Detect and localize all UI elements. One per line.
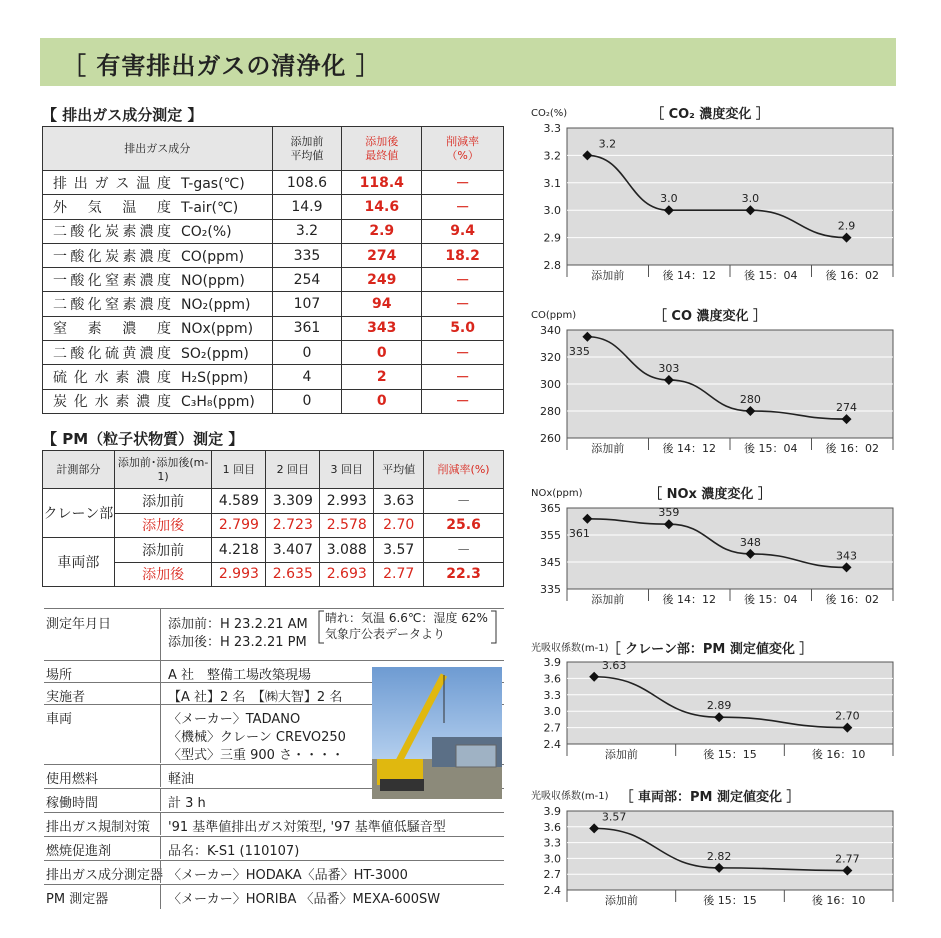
pm-condition: 添加前 <box>114 489 212 514</box>
y-tick-label: 2.4 <box>543 884 561 897</box>
gas-label: 排出ガス温度 <box>53 175 171 192</box>
y-axis-label: NOx(ppm) <box>531 488 583 499</box>
data-label: 2.9 <box>837 219 856 233</box>
pm-rate: 22.3 <box>424 562 504 587</box>
gas-before: 0 <box>272 341 342 365</box>
gas-label: 一酸化窒素濃度 <box>53 272 171 289</box>
weather-line-2: 気象庁公表データより <box>325 627 446 641</box>
gas-before: 14.9 <box>272 195 342 219</box>
y-tick-label: 2.9 <box>543 231 561 245</box>
pm-average: 2.77 <box>374 562 424 587</box>
gas-rate: － <box>422 341 504 365</box>
data-label: 2.70 <box>835 709 860 723</box>
x-tick-label: 後 16：02 <box>825 593 879 606</box>
gas-after: 118.4 <box>342 171 422 195</box>
data-label: 361 <box>568 526 590 540</box>
gas-label: 窒素濃度 <box>53 321 171 338</box>
gas-label: 二酸化炭素濃度 <box>53 224 171 241</box>
gas-before: 107 <box>272 292 342 316</box>
gas-before: 335 <box>272 243 342 267</box>
gas-before: 108.6 <box>272 171 342 195</box>
pm-value-3: 2.693 <box>320 562 374 587</box>
x-tick-label: 添加前 <box>604 748 638 761</box>
data-label: 274 <box>836 401 858 415</box>
weather-line-1: 晴れ：気温 6.6℃：湿度 62% <box>325 611 488 625</box>
info-agent-label: 燃焼促進剤 <box>46 844 112 859</box>
y-tick-label: 3.3 <box>543 836 561 850</box>
gas-unit: T-air(℃) <box>181 199 239 216</box>
data-label: 3.0 <box>660 192 678 206</box>
pm-value-3: 2.578 <box>320 513 374 538</box>
info-date-label: 測定年月日 <box>46 617 112 632</box>
gas-header-component: 排出ガス成分 <box>43 127 273 171</box>
data-label: 348 <box>739 535 761 549</box>
gas-unit: NO₂(ppm) <box>181 297 251 314</box>
gas-unit: CO(ppm) <box>181 248 245 265</box>
y-tick-label: 3.6 <box>543 820 561 834</box>
info-fuel-label: 使用燃料 <box>46 772 99 787</box>
y-tick-label: 365 <box>540 502 561 515</box>
gas-before: 0 <box>272 389 342 413</box>
gas-label: 二酸化窒素濃度 <box>53 297 171 314</box>
x-tick-label: 後 15：15 <box>703 748 757 761</box>
info-pm-meter: 〈メーカー〉HORIBA 〈品番〉MEXA-600SW <box>168 892 441 907</box>
pm-header-3: 3 回目 <box>320 451 374 489</box>
info-date-before: 添加前：H 23.2.21 AM <box>168 617 308 632</box>
info-hours: 計 3 h <box>168 796 206 811</box>
pm-average: 2.70 <box>374 513 424 538</box>
x-tick-label: 後 15：04 <box>744 442 798 455</box>
y-tick-label: 3.6 <box>543 672 561 686</box>
gas-after: 0 <box>342 341 422 365</box>
y-axis-label: 光吸収係数(m-1) <box>531 791 609 802</box>
x-tick-label: 後 16：10 <box>811 748 866 761</box>
gas-label: 炭化水素濃度 <box>53 394 171 411</box>
pm-value-1: 4.218 <box>212 538 266 563</box>
gas-unit: NO(ppm) <box>181 272 245 289</box>
gas-unit: C₃H₈(ppm) <box>181 394 255 411</box>
data-label: 343 <box>836 549 858 563</box>
gas-before: 3.2 <box>272 219 342 243</box>
gas-rate: － <box>422 268 504 292</box>
x-tick-label: 添加前 <box>591 442 625 455</box>
gas-unit: CO₂(%) <box>181 224 232 241</box>
y-tick-label: 3.9 <box>543 805 561 818</box>
pm-header-1: 1 回目 <box>212 451 266 489</box>
gas-unit: SO₂(ppm) <box>181 345 249 362</box>
gas-rate: － <box>422 292 504 316</box>
info-hours-label: 稼働時間 <box>46 796 99 811</box>
y-tick-label: 280 <box>540 405 561 418</box>
x-tick-label: 後 16：02 <box>825 442 879 455</box>
info-vehicle-maker: 〈メーカー〉TADANO <box>168 712 301 727</box>
x-tick-label: 添加前 <box>604 894 638 907</box>
x-tick-label: 後 16：10 <box>811 894 866 907</box>
y-tick-label: 345 <box>540 556 561 569</box>
info-fuel: 軽油 <box>168 772 195 787</box>
data-label: 2.77 <box>835 852 860 866</box>
pm-rate: － <box>424 489 504 514</box>
gas-after: 274 <box>342 243 422 267</box>
gas-before: 361 <box>272 316 342 340</box>
info-regulation-label: 排出ガス規制対策 <box>46 820 151 835</box>
gas-after: 249 <box>342 268 422 292</box>
gas-before: 254 <box>272 268 342 292</box>
y-axis-label: CO₂(%) <box>531 108 568 119</box>
data-label: 335 <box>568 344 590 358</box>
info-regulation: '91 基準値排出ガス対策型, '97 基準値低騒音型 <box>168 820 446 835</box>
x-tick-label: 後 14：12 <box>662 442 716 455</box>
gas-label: 二酸化硫黄濃度 <box>53 345 171 362</box>
gas-rate: 9.4 <box>422 219 504 243</box>
gas-section-title: 【 排出ガス成分測定 】 <box>42 106 203 124</box>
y-tick-label: 300 <box>540 378 561 391</box>
gas-before: 4 <box>272 365 342 389</box>
pm-header-avg: 平均値 <box>374 451 424 489</box>
pm-condition: 添加後 <box>114 562 212 587</box>
chart-title: ［ 車両部：PM 測定値変化 ］ <box>620 790 800 805</box>
chart-title: ［ CO₂ 濃度変化 ］ <box>651 107 769 122</box>
gas-header-rate: 削減率 （%） <box>422 127 504 171</box>
data-label: 359 <box>658 506 680 520</box>
data-label: 3.63 <box>601 658 627 672</box>
gas-rate: － <box>422 171 504 195</box>
pm-value-2: 2.723 <box>266 513 320 538</box>
data-label: 280 <box>739 393 761 406</box>
y-tick-label: 3.9 <box>543 656 561 669</box>
pm-value-2: 3.407 <box>266 538 320 563</box>
info-vehicle-model: 〈型式〉三重 900 さ・・・・ <box>168 748 345 763</box>
gas-after: 14.6 <box>342 195 422 219</box>
gas-label: 硫化水素濃度 <box>53 370 171 387</box>
pm-average: 3.57 <box>374 538 424 563</box>
gas-after: 0 <box>342 389 422 413</box>
y-tick-label: 260 <box>540 432 561 445</box>
gas-rate: － <box>422 389 504 413</box>
gas-header-before: 添加前 平均値 <box>272 127 342 171</box>
data-label: 303 <box>658 361 680 375</box>
gas-after: 343 <box>342 316 422 340</box>
y-axis-label: 光吸収係数(m-1) <box>531 643 609 654</box>
y-tick-label: 2.7 <box>543 868 561 882</box>
pm-value-1: 2.799 <box>212 513 266 538</box>
pm-value-3: 3.088 <box>320 538 374 563</box>
y-tick-label: 3.3 <box>543 688 561 702</box>
pm-header-2: 2 回目 <box>266 451 320 489</box>
info-place: A 社 整備工場改築現場 <box>168 668 312 683</box>
y-tick-label: 3.0 <box>543 204 561 218</box>
gas-unit: H₂S(ppm) <box>181 370 249 387</box>
gas-after: 2 <box>342 365 422 389</box>
pm-section-title: 【 PM（粒子状物質）測定 】 <box>42 430 244 448</box>
gas-header-after: 添加後 最終値 <box>342 127 422 171</box>
info-gas-meter-label: 排出ガス成分測定器 <box>46 868 164 883</box>
gas-rate: － <box>422 365 504 389</box>
gas-label: 外気温度 <box>53 199 171 216</box>
pm-header-part: 計測部分 <box>43 451 115 489</box>
x-tick-label: 後 16：02 <box>825 269 879 282</box>
pm-group-name: クレーン部 <box>43 489 115 538</box>
pm-value-1: 4.589 <box>212 489 266 514</box>
pm-value-2: 2.635 <box>266 562 320 587</box>
y-axis-label: CO(ppm) <box>531 310 577 321</box>
gas-rate: 5.0 <box>422 316 504 340</box>
y-tick-label: 3.3 <box>543 122 561 135</box>
gas-after: 2.9 <box>342 219 422 243</box>
chart-title: ［ NOx 濃度変化 ］ <box>649 487 771 502</box>
y-tick-label: 3.1 <box>543 176 561 190</box>
gas-unit: NOx(ppm) <box>181 321 254 338</box>
info-gas-meter: 〈メーカー〉HODAKA〈品番〉HT-3000 <box>168 868 408 883</box>
info-date-after: 添加後：H 23.2.21 PM <box>168 635 307 650</box>
data-label: 3.2 <box>598 137 617 151</box>
pm-rate: － <box>424 538 504 563</box>
y-tick-label: 2.7 <box>543 721 561 735</box>
data-label: 2.89 <box>706 699 732 713</box>
x-tick-label: 後 15：15 <box>703 894 757 907</box>
pm-condition: 添加前 <box>114 538 212 563</box>
pm-average: 3.63 <box>374 489 424 514</box>
pm-rate: 25.6 <box>424 513 504 538</box>
data-label: 3.0 <box>741 192 760 206</box>
page-title: ［ 有害排出ガスの清浄化 ］ <box>62 52 381 80</box>
x-tick-label: 後 14：12 <box>662 269 716 282</box>
info-operator-label: 実施者 <box>46 690 86 705</box>
pm-group-name: 車両部 <box>43 538 115 587</box>
data-label: 3.57 <box>601 810 627 824</box>
pm-header-rate: 削減率(%) <box>424 451 504 489</box>
y-tick-label: 2.8 <box>543 259 561 272</box>
info-vehicle-label: 車両 <box>46 712 73 727</box>
y-tick-label: 355 <box>540 529 561 542</box>
pm-value-3: 2.993 <box>320 489 374 514</box>
x-tick-label: 添加前 <box>591 593 625 606</box>
gas-after: 94 <box>342 292 422 316</box>
x-tick-label: 添加前 <box>591 269 625 282</box>
y-tick-label: 3.0 <box>543 852 561 866</box>
y-tick-label: 340 <box>540 324 561 337</box>
gas-rate: 18.2 <box>422 243 504 267</box>
pm-condition: 添加後 <box>114 513 212 538</box>
pm-value-1: 2.993 <box>212 562 266 587</box>
gas-rate: － <box>422 195 504 219</box>
info-pm-meter-label: PM 測定器 <box>46 892 109 907</box>
info-place-label: 場所 <box>46 668 73 683</box>
y-tick-label: 2.4 <box>543 738 561 751</box>
x-tick-label: 後 14：12 <box>662 593 716 606</box>
x-tick-label: 後 15：04 <box>744 593 798 606</box>
pm-value-2: 3.309 <box>266 489 320 514</box>
y-tick-label: 3.2 <box>543 149 561 163</box>
gas-unit: T-gas(℃) <box>181 175 245 192</box>
info-operator: 【A 社】2 名 【㈱大智】2 名 <box>168 690 343 705</box>
gas-label: 一酸化炭素濃度 <box>53 248 171 265</box>
info-agent: 品名：K-S1 (110107) <box>168 844 300 859</box>
pm-header-condition: 添加前･添加後(m-1) <box>114 451 212 489</box>
data-label: 2.82 <box>706 849 732 863</box>
chart-title: ［ CO 濃度変化 ］ <box>653 309 767 324</box>
y-tick-label: 335 <box>540 583 561 596</box>
y-tick-label: 320 <box>540 351 561 364</box>
info-vehicle-machine: 〈機械〉クレーン CREVO250 <box>168 730 346 745</box>
y-tick-label: 3.0 <box>543 705 561 719</box>
chart-title: ［ クレーン部：PM 測定値変化 ］ <box>607 642 813 657</box>
x-tick-label: 後 15：04 <box>744 269 798 282</box>
